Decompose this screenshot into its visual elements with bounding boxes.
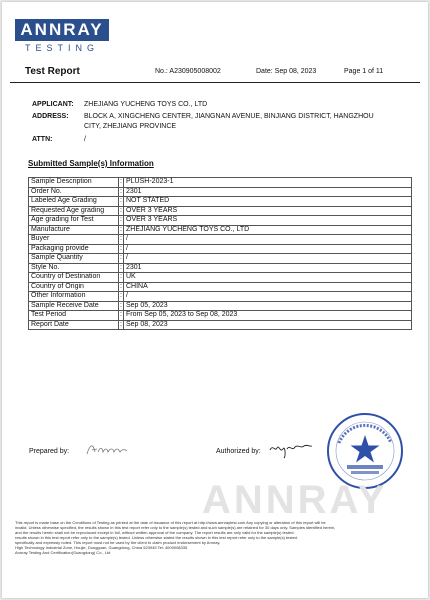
- info-row: [29, 273, 412, 283]
- info-row-label: Style No.: [29, 263, 119, 273]
- info-row-value: Sep 05, 2023: [124, 301, 412, 311]
- info-row-label: Other Information: [29, 292, 119, 302]
- info-row-label: Sample Receive Date: [29, 301, 119, 311]
- info-row-value: /: [124, 244, 412, 254]
- info-row-separator: :: [120, 235, 122, 242]
- footer-line: invalid. Unless otherwise specified, the results shown in this test report refer only to the sample(s) tested and such sample(s) are retained for 30 days only. Samples identified herein,: [15, 525, 336, 530]
- annray-watermark: ANNRAY: [202, 478, 388, 522]
- sample-info-table: [28, 177, 412, 330]
- footer-line: High Technology Industrial Zone, Houjie, Dongguan, Guangdong, China 523945 Tel: 4009008335: [15, 545, 188, 550]
- info-row: [29, 216, 412, 226]
- info-row-label: Sample Description: [29, 178, 119, 188]
- authorized-by-label: Authorized by:: [216, 448, 261, 455]
- footer-line: This report is made base on the Conditions of Testing as printed at the date of issuance of this report at http://www.annraytest.com Any copying or alteration of this report will be: [15, 520, 326, 525]
- applicant-label: APPLICANT:: [32, 101, 74, 108]
- info-row: [29, 225, 412, 235]
- info-row-separator: :: [120, 178, 122, 185]
- info-row: [29, 244, 412, 254]
- report-number: No.: A230905008002: [155, 68, 221, 75]
- attn-value: /: [84, 136, 86, 143]
- info-row-label: Sample Quantity: [29, 254, 119, 264]
- info-row-value: From Sep 05, 2023 to Sep 08, 2023: [124, 311, 412, 321]
- info-row-separator: :: [120, 216, 122, 223]
- applicant-value: ZHEJIANG YUCHENG TOYS CO., LTD: [84, 101, 208, 108]
- info-row: [29, 206, 412, 216]
- info-row: [29, 282, 412, 292]
- info-row-label: Report Date: [29, 320, 119, 330]
- info-row-value: /: [124, 254, 412, 264]
- info-row-label: Requested Age grading: [29, 206, 119, 216]
- footer-line: Annray Testing And Certification(Guangdong) Co., Ltd: [15, 550, 111, 555]
- info-row: [29, 292, 412, 302]
- info-row-label: Labeled Age Grading: [29, 197, 119, 207]
- authorized-signature: [268, 438, 314, 460]
- info-row-value: 2301: [124, 263, 412, 273]
- info-row-separator: :: [120, 311, 122, 318]
- info-row: [29, 254, 412, 264]
- info-row-separator: :: [120, 263, 122, 271]
- info-row: [29, 197, 412, 207]
- info-row-label: Country of Destination: [29, 273, 119, 283]
- info-row-separator: :: [120, 197, 122, 204]
- info-row: [29, 178, 412, 188]
- report-title: Test Report: [25, 66, 80, 77]
- logo-subtitle: TESTING: [24, 43, 99, 53]
- info-row-separator: :: [120, 254, 122, 261]
- info-row-value: Sep 08, 2023: [124, 320, 412, 330]
- footer-line: specifically and expressly noted. This report must not be used by the client to claim product endorsement by Annray.: [15, 540, 221, 545]
- info-row-separator: :: [120, 301, 122, 309]
- address-label: ADDRESS:: [32, 113, 69, 120]
- footer-line: and the results herein shall not be reproduced except in full, without written approval of the company. The report results are only valid for the sample(s) tested.: [15, 530, 295, 535]
- info-row: [29, 235, 412, 245]
- annray-logo: [15, 19, 109, 53]
- info-row: [29, 320, 412, 330]
- info-row: [29, 311, 412, 321]
- info-row-separator: :: [120, 206, 122, 214]
- info-row-separator: :: [120, 292, 122, 299]
- info-row: [29, 187, 412, 197]
- info-row-separator: :: [120, 282, 122, 290]
- info-row-label: Order No.: [29, 187, 119, 197]
- report-date: Date: Sep 08, 2023: [256, 68, 317, 75]
- footer-line: results shown in this test report refer only to the sample(s) tested. Unless otherwise stated the results shown in this test report refer only to the sample(s) tested.: [15, 535, 299, 540]
- info-row-value: ZHEJIANG YUCHENG TOYS CO., LTD: [124, 225, 412, 235]
- info-row-value: UK: [124, 273, 412, 283]
- header-divider: [10, 82, 420, 83]
- info-row-label: Buyer: [29, 235, 119, 245]
- report-page: [2, 2, 428, 598]
- address-value: BLOCK A, XINGCHENG CENTER, JIANGNAN AVENUE, BINJIANG DISTRICT, HANGZHOU CITY, ZHEJIANG PROVINCE: [84, 113, 374, 130]
- info-row-value: 2301: [124, 187, 412, 197]
- info-row-label: Manufacture: [29, 225, 119, 235]
- info-row-separator: :: [120, 187, 122, 195]
- info-row-label: Country of Origin: [29, 282, 119, 292]
- info-row-label: Age grading for Test: [29, 216, 119, 226]
- info-row-value: /: [124, 292, 412, 302]
- attn-label: ATTN:: [32, 136, 53, 143]
- info-row-value: PLUSH-2023-1: [124, 178, 412, 188]
- info-row: [29, 263, 412, 273]
- info-row-value: CHINA: [124, 282, 412, 292]
- prepared-signature: [84, 440, 132, 458]
- info-row-value: NOT STATED: [124, 197, 412, 207]
- info-row-separator: :: [120, 225, 122, 233]
- prepared-by-label: Prepared by:: [29, 448, 70, 455]
- info-row-separator: :: [120, 244, 122, 252]
- sample-info-heading: Submitted Sample(s) Information: [28, 159, 154, 168]
- legal-footer: [15, 520, 415, 555]
- info-row-value: OVER 3 YEARS: [124, 206, 412, 216]
- logo-wordmark: ANNRAY: [15, 19, 109, 41]
- info-row-separator: :: [120, 273, 122, 280]
- info-row-label: Packaging provide: [29, 244, 119, 254]
- info-row-value: /: [124, 235, 412, 245]
- info-row-label: Test Period: [29, 311, 119, 321]
- info-row: [29, 301, 412, 311]
- page-indicator: Page 1 of 11: [344, 68, 384, 75]
- info-row-value: OVER 3 YEARS: [124, 216, 412, 226]
- info-row-separator: :: [120, 320, 122, 328]
